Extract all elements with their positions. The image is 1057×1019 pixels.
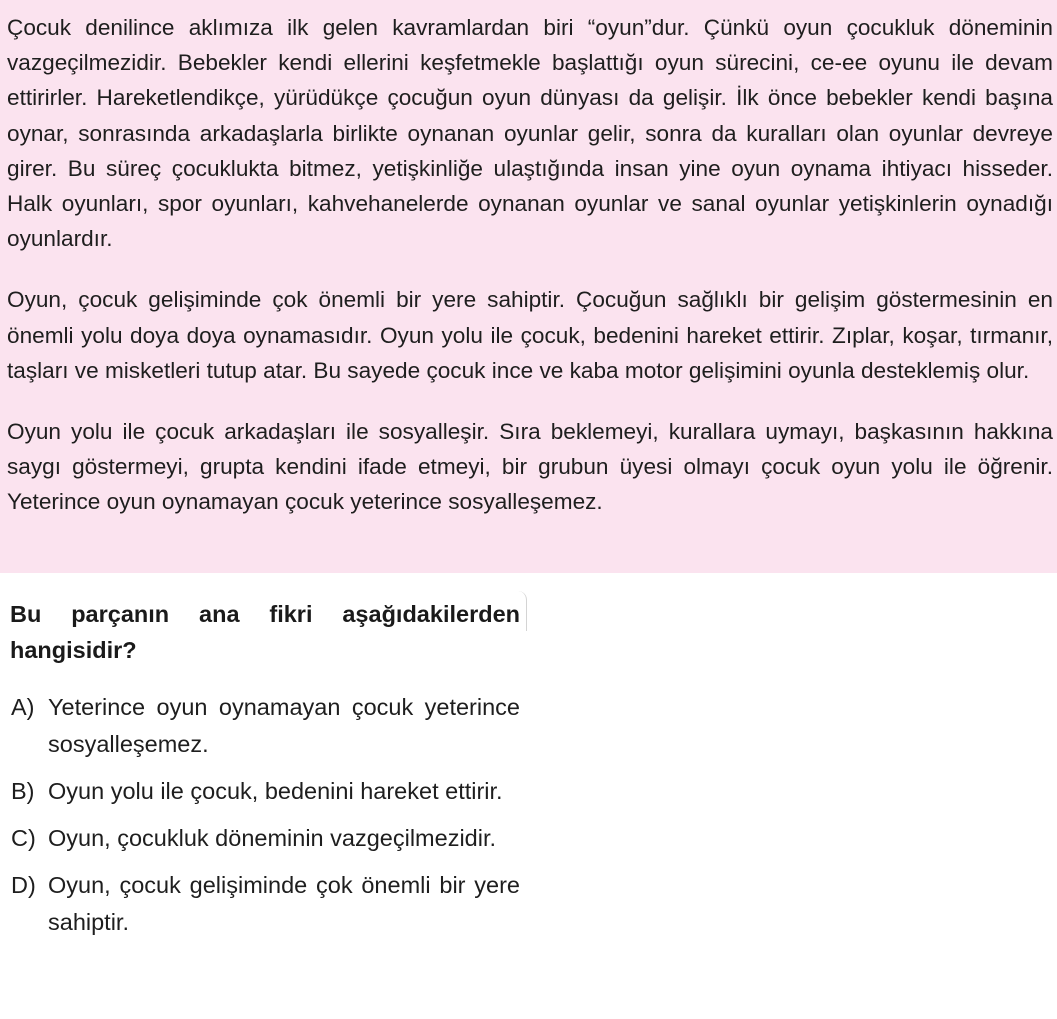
option-c[interactable] bbox=[10, 820, 520, 857]
option-a[interactable] bbox=[10, 689, 520, 763]
passage-paragraph-1: Çocuk denilince aklımıza ilk gelen kavramlardan biri “oyun”dur. Çünkü oyun çocukluk döneminin vazgeçilmezidir. Bebekler kendi ellerini keşfetmekle başlattığı oyun sürecini, ce-ee oyunu ile devam ettirirler. Hareketlendikçe, yürüdükçe çocuğun oyun dünyası da gelişir. İlk önce bebekler kendi başına oynar, sonrasında arkadaşlarla birlikte oynanan oyunlar gelir, sonra da kuralları olan oyunlar devreye girer. Bu süreç çocuklukta bitmez, yetişkinliğe ulaştığında insan yine oyun oynama ihtiyacı hisseder. Halk oyunları, spor oyunları, kahvehanelerde oynanan oyunlar ve sanal oyunlar yetişkinlerin oynadığı oyunlardır. bbox=[7, 15, 1053, 252]
option-text: Oyun yolu ile çocuk, bedenini hareket ettirir. bbox=[48, 778, 503, 804]
answer-options bbox=[10, 689, 520, 941]
option-text: Oyun, çocuk gelişiminde çok önemli bir yere sahiptir. bbox=[48, 872, 520, 935]
question-block bbox=[10, 596, 520, 951]
option-d[interactable] bbox=[10, 867, 520, 941]
option-letter: A) bbox=[11, 694, 35, 720]
passage-paragraph-2: Oyun, çocuk gelişiminde çok önemli bir yere sahiptir. Çocuğun sağlıklı bir gelişim göstermesinin en önemli yolu doya doya oynamasıdır. Oyun yolu ile çocuk, bedenini hareket ettirir. Zıplar, koşar, tırmanır, taşları ve misketleri tutup atar. Bu sayede çocuk ince ve kaba motor gelişimini oyunla desteklemiş olur. bbox=[7, 287, 1053, 383]
option-text: Oyun, çocukluk döneminin vazgeçilmezidir. bbox=[48, 825, 497, 851]
passage-paragraph-3: Oyun yolu ile çocuk arkadaşları ile sosyalleşir. Sıra beklemeyi, kurallara uymayı, başkasının hakkına saygı göstermeyi, grupta kendini ifade etmeyi, bir grubun üyesi olmayı çocuk oyun yolu ile öğrenir. Yeterince oyun oynamayan çocuk yeterince sosyalleşemez. bbox=[7, 419, 1053, 515]
option-b[interactable] bbox=[10, 773, 520, 810]
option-letter: D) bbox=[11, 872, 36, 898]
option-letter: C) bbox=[11, 825, 36, 851]
option-text: Yeterince oyun oynamayan çocuk yeterince sosyalleşemez. bbox=[48, 694, 520, 757]
question-stem: Bu parçanın ana fikri aşağıdakilerden hangisidir? bbox=[10, 601, 520, 663]
option-letter: B) bbox=[11, 778, 35, 804]
